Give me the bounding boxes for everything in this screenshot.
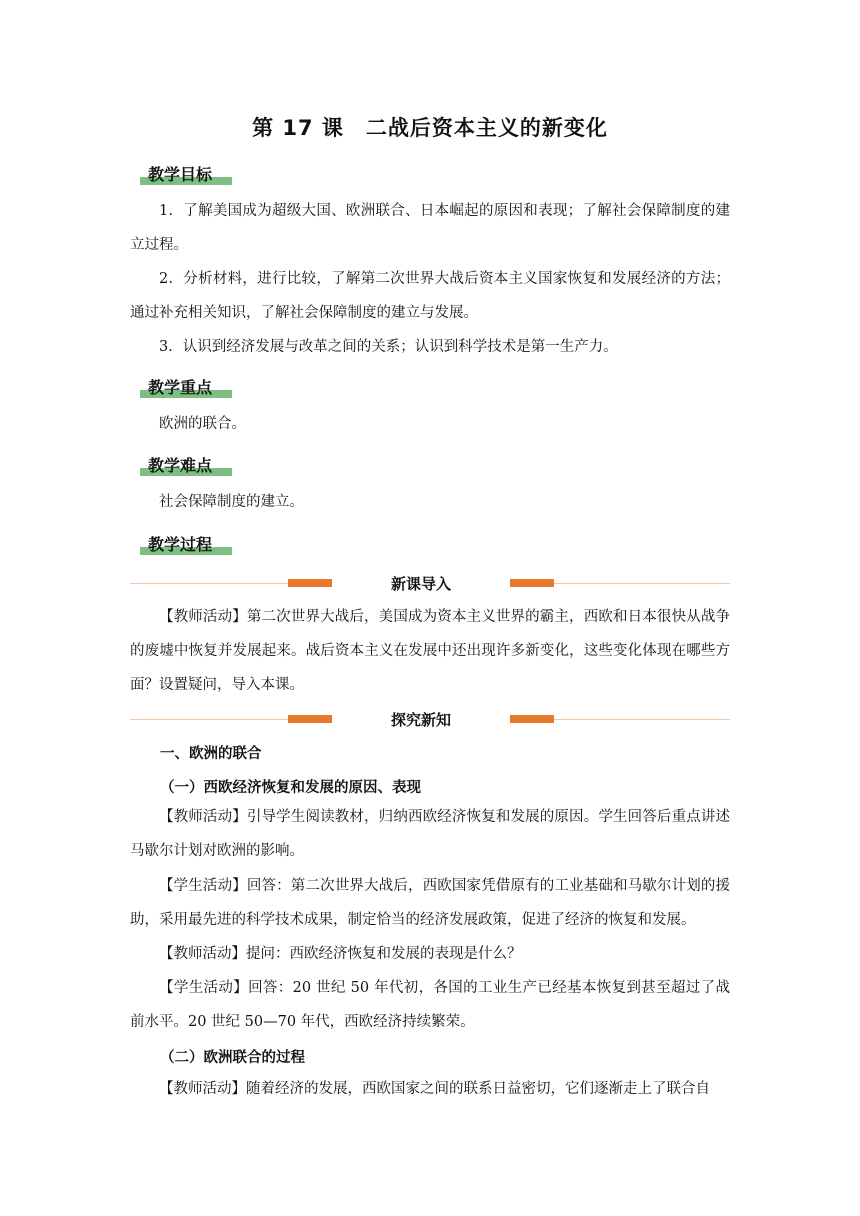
paragraph-text: 提问：西欧经济恢复和发展的表现是什么？ <box>246 946 522 962</box>
paragraph-teacher-3 <box>130 1072 730 1106</box>
section-heading-key-point <box>136 375 236 399</box>
intro-paragraph <box>130 600 730 702</box>
section-heading-label: 教学难点 <box>148 456 213 475</box>
divider-block-right <box>510 715 554 723</box>
difficulty-text: 社会保障制度的建立。 <box>159 494 304 510</box>
divider-line-right <box>554 583 730 584</box>
divider-label: 探究新知 <box>390 711 451 729</box>
section-heading-goals <box>136 162 236 186</box>
paragraph-text: 随着经济的发展，西欧国家之间的联系日益密切，它们逐渐走上了联合自 <box>246 1081 710 1097</box>
divider-line-right <box>554 719 730 720</box>
paragraph-teacher-2 <box>130 937 730 971</box>
paragraph-teacher-1 <box>130 800 730 868</box>
activity-tag: 【教师活动】 <box>159 946 246 962</box>
divider-line-left <box>130 719 290 720</box>
divider-block-right <box>510 579 554 587</box>
activity-tag: 【教师活动】 <box>159 609 247 625</box>
goal-item-3: 3．认识到经济发展与改革之间的关系；认识到科学技术是第一生产力。 <box>159 339 618 355</box>
divider-intro <box>130 574 730 594</box>
key-point-text: 欧洲的联合。 <box>159 416 246 432</box>
goal-item-1: 1．了解美国成为超级大国、欧洲联合、日本崛起的原因和表现；了解社会保障制度的建立过程。 <box>130 203 730 253</box>
section-heading-label: 教学过程 <box>148 535 213 554</box>
activity-tag: 【学生活动】 <box>159 980 249 996</box>
heading-level-2: （一）西欧经济恢复和发展的原因、表现 <box>160 780 421 796</box>
divider-label: 新课导入 <box>390 575 451 593</box>
paragraph-text: 引导学生阅读教材，归纳西欧经济恢复和发展的原因。学生回答后重点讲述马歇尔计划对欧洲的影响。 <box>130 809 731 859</box>
heading-level-1: 一、欧洲的联合 <box>160 746 262 762</box>
divider-block-left <box>288 579 332 587</box>
paragraph-text: 回答：20 世纪 50 年代初，各国的工业生产已经基本恢复到甚至超过了战前水平。20 世纪 50—70 年代，西欧经济持续繁荣。 <box>130 980 730 1030</box>
section-heading-label: 教学重点 <box>148 378 213 397</box>
section-heading-process <box>136 532 236 556</box>
activity-tag: 【教师活动】 <box>159 809 247 825</box>
activity-tag: 【学生活动】 <box>159 878 247 894</box>
paragraph-text: 回答：第二次世界大战后，西欧国家凭借原有的工业基础和马歇尔计划的援助，采用最先进的科学技术成果，制定恰当的经济发展政策，促进了经济的恢复和发展。 <box>130 878 731 928</box>
heading-level-2: （二）欧洲联合的过程 <box>160 1050 305 1066</box>
divider-explore <box>130 710 730 730</box>
section-heading-label: 教学目标 <box>148 165 213 184</box>
paragraph-student-2 <box>130 971 730 1039</box>
divider-line-left <box>130 583 290 584</box>
intro-text: 第二次世界大战后，美国成为资本主义世界的霸主，西欧和日本很快从战争的废墟中恢复并发展起来。战后资本主义在发展中还出现许多新变化，这些变化体现在哪些方面？设置疑问，导入本课。 <box>130 609 731 693</box>
activity-tag: 【教师活动】 <box>159 1081 246 1097</box>
section-heading-difficulty <box>136 453 236 477</box>
divider-block-left <box>288 715 332 723</box>
goal-item-2: 2．分析材料，进行比较，了解第二次世界大战后资本主义国家恢复和发展经济的方法；通过补充相关知识，了解社会保障制度的建立与发展。 <box>130 271 730 321</box>
page-title: 第 17 课 二战后资本主义的新变化 <box>252 116 608 140</box>
paragraph-student-1 <box>130 869 730 937</box>
